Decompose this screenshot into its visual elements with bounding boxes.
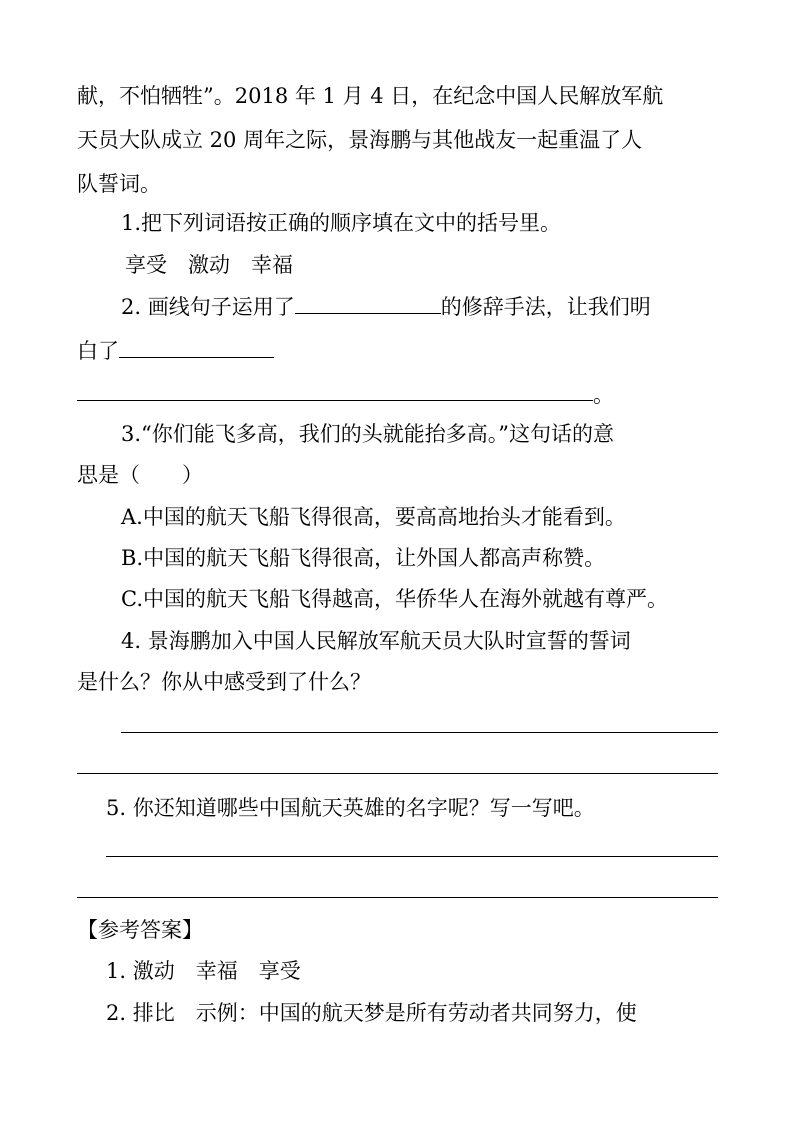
answers-heading: 【参考答案】: [77, 918, 203, 942]
question-2-answer-line[interactable]: [77, 400, 593, 401]
question-2-blank-meaning[interactable]: [119, 337, 274, 358]
question-2-blank-rhetoric[interactable]: [295, 293, 441, 314]
question-4-answer-line-2[interactable]: [77, 773, 718, 774]
question-2-end-mark: 。: [593, 383, 614, 407]
passage-line-2: 天员大队成立 20 周年之际，景海鹏与其他战友一起重温了人: [77, 128, 643, 152]
question-3-option-c[interactable]: C.中国的航天飞船飞得越高，华侨华人在海外就越有尊严。: [121, 587, 668, 611]
question-4-prompt-line-1: 4. 景海鹏加入中国人民解放军航天员大队时宣誓的誓词: [121, 629, 631, 653]
question-5-answer-line-2[interactable]: [77, 897, 718, 898]
question-2-prompt-line-2: 白了: [77, 339, 119, 363]
question-5-prompt: 5. 你还知道哪些中国航天英雄的名字呢？写一写吧。: [106, 796, 595, 820]
question-2-line-2: [77, 337, 274, 365]
question-1-prompt: 1.把下列词语按正确的顺序填在文中的括号里。: [121, 211, 562, 235]
question-2-prompt-part-1: 2. 画线句子运用了: [121, 295, 295, 319]
answer-1: 1. 激动 幸福 享受: [106, 959, 301, 983]
question-5-answer-line-1[interactable]: [106, 856, 718, 857]
passage-line-1: 献，不怕牺牲”。2018 年 1 月 4 日，在纪念中国人民解放军航: [77, 84, 664, 108]
question-3-option-b[interactable]: B.中国的航天飞船飞得很高，让外国人都高声称赞。: [121, 546, 606, 570]
question-1-words: 享受 激动 幸福: [125, 253, 293, 277]
question-2-line-1: [121, 293, 651, 321]
question-4-answer-line-1[interactable]: [121, 732, 718, 733]
question-2-prompt-part-2: 的修辞手法，让我们明: [440, 295, 651, 319]
question-3-option-a[interactable]: A.中国的航天飞船飞得很高，要高高地抬头才能看到。: [121, 505, 626, 529]
question-3-prompt-line-2: 思是（ ）: [77, 463, 203, 487]
question-4-prompt-line-2: 是什么？你从中感受到了什么？: [77, 670, 371, 694]
answer-2: 2. 排比 示例：中国的航天梦是所有劳动者共同努力，使: [106, 1001, 637, 1025]
passage-line-3: 队誓词。: [77, 172, 161, 196]
question-3-prompt-line-1: 3.“你们能飞多高，我们的头就能抬多高。”这句话的意: [121, 422, 615, 446]
